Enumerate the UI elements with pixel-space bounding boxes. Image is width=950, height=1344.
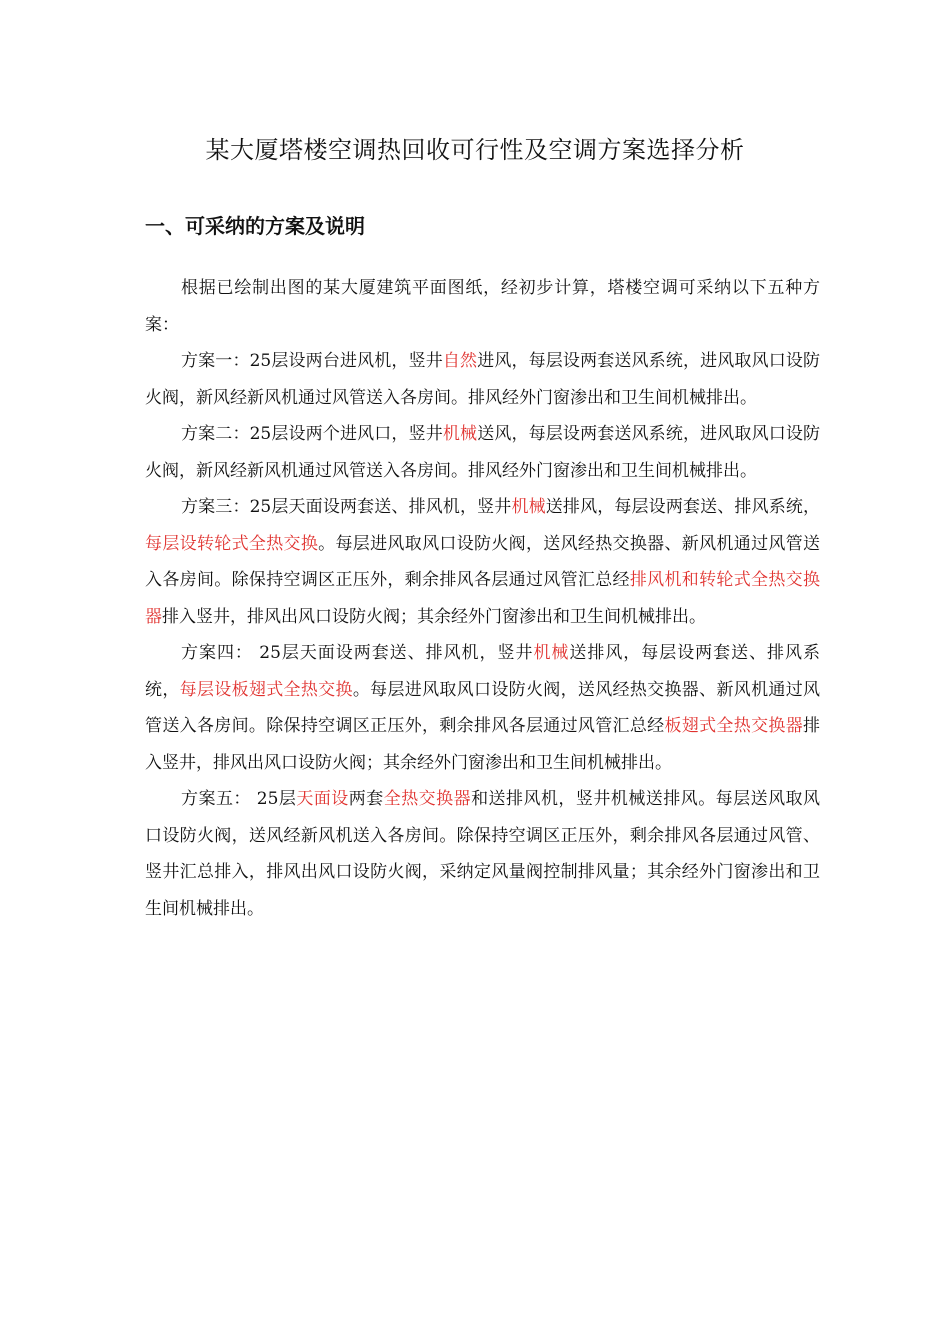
paragraph-text: 方案一：25层设两台进风机，竖井 (181, 351, 443, 371)
highlighted-text: 板翅式全热交换器 (664, 716, 804, 736)
highlighted-text: 天面设 (296, 789, 349, 809)
paragraph-text: 方案三：25层天面设两套送、排风机，竖井 (181, 497, 512, 517)
highlighted-text: 机械 (533, 643, 570, 663)
paragraph-text: 和送排风机，竖井机械送排风。每层送风取风口设防火阀，送风经新风机送入各房间。除保持空调区正压外，剩余排风各层通过风管、竖井汇总排入，排风出风口设防火阀，采纳定风量阀控制排风量；其余经外门窗渗出和卫生间机械排出。 (145, 789, 821, 919)
paragraph-text: 方案四： 25层天面设两套送、排风机，竖井 (181, 643, 534, 663)
scheme-paragraph (145, 635, 820, 781)
highlighted-text: 全热交换器 (383, 789, 472, 809)
scheme-paragraph (145, 489, 820, 635)
paragraph-text: 排入竖井，排风出风口设防火阀；其余经外门窗渗出和卫生间机械排出。 (162, 606, 706, 627)
document-title: 某大厦塔楼空调热回收可行性及空调方案选择分析 (205, 136, 745, 164)
paragraph-text: 两套 (348, 789, 384, 809)
scheme-paragraph (145, 416, 820, 489)
section-heading: 一、可采纳的方案及说明 (145, 214, 365, 238)
highlighted-text: 每层设转轮式全热交换 (145, 533, 319, 554)
paragraph-text: 进风，每层设两套送风系统，进风取风口设防火阀，新风经新风机通过风管送入各房间。排风经外门窗渗出和卫生间机械排出。 (145, 351, 821, 408)
paragraph-text: 方案二：25层设两个进风口，竖井 (181, 424, 443, 444)
scheme-paragraph (145, 343, 820, 416)
paragraph-text: 方案五： 25层 (181, 789, 297, 809)
intro-paragraph (145, 270, 820, 343)
paragraph-text: 。每层进风取风口设防火阀，送风经热交换器、新风机通过风管送入各房间。除保持空调区正压外，剩余排风各层通过风管汇总经 (145, 533, 821, 590)
paragraph-text: 。每层进风取风口设防火阀，送风经热交换器、新风机通过风管送入各房间。除保持空调区正压外，剩余排风各层通过风管汇总经 (145, 679, 821, 736)
highlighted-text: 排风机和转轮式全热交换器 (145, 570, 821, 627)
highlighted-text: 机械 (511, 497, 546, 517)
paragraph-text: 根据已绘制出图的某大厦建筑平面图纸，经初步计算，塔楼空调可采纳以下五种方案： (145, 278, 820, 335)
paragraph-text: 排入竖井，排风出风口设防火阀；其余经外门窗渗出和卫生间机械排出。 (145, 716, 821, 773)
paragraph-text: 送排风，每层设两套送、排风系统， (545, 497, 821, 517)
highlighted-text: 机械 (442, 424, 478, 444)
paragraph-text: 送排风，每层设两套送、排风系统， (145, 643, 821, 700)
scheme-paragraph (145, 781, 820, 927)
paragraph-text: 送风，每层设两套送风系统，进风取风口设防火阀，新风经新风机通过风管送入各房间。排风经外门窗渗出和卫生间机械排出。 (145, 424, 821, 481)
highlighted-text: 每层设板翅式全热交换 (179, 679, 353, 700)
document-body (145, 270, 820, 927)
highlighted-text: 自然 (442, 351, 478, 371)
